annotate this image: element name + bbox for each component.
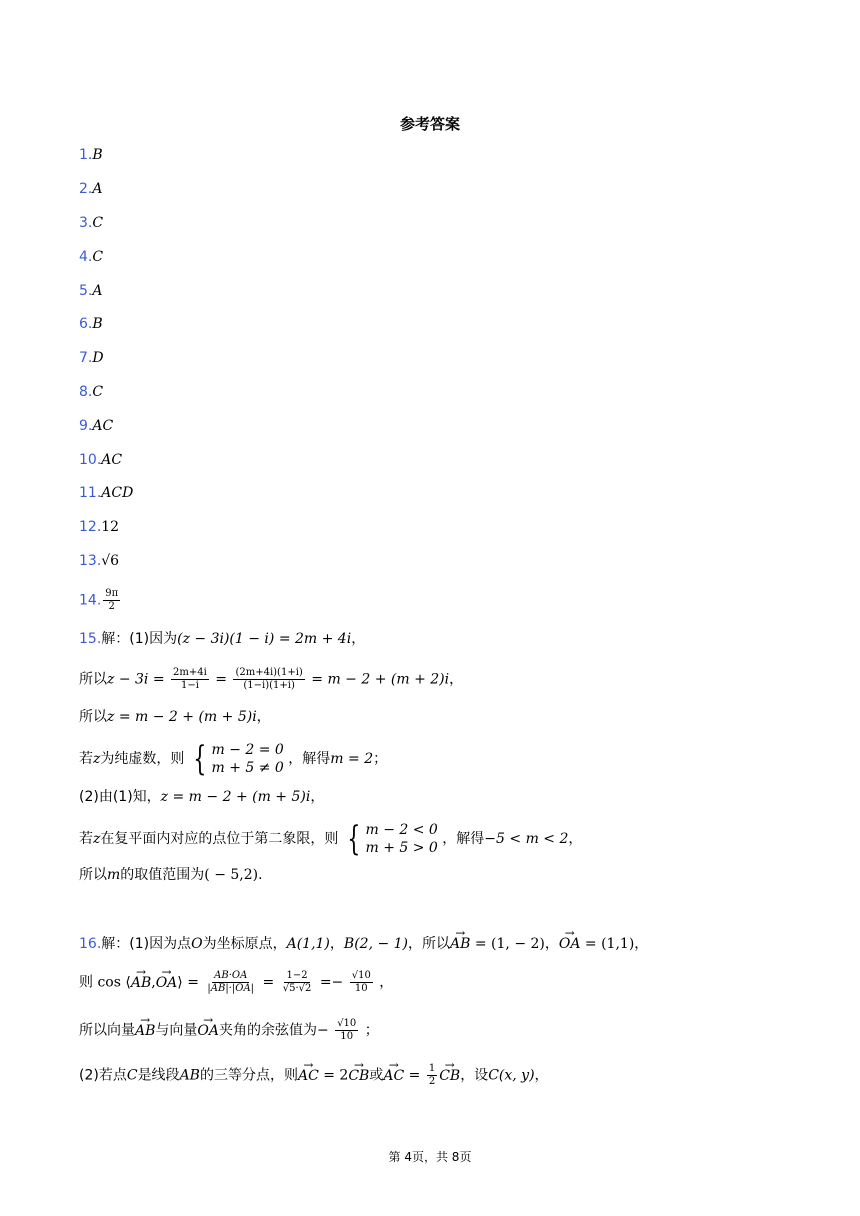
- answer-item: 10.AC: [79, 452, 123, 468]
- q15-line-1: 15.解：(1)因为(z − 3i)(1 − i) = 2m + 4i，: [79, 631, 366, 647]
- answer-item: 1.B: [79, 147, 103, 163]
- q15-line-3: 所以z = m − 2 + (m + 5)i，: [79, 709, 271, 725]
- q15-line-7: 所以m的取值范围为( − 5,2).: [79, 867, 263, 883]
- answer-item: 8.C: [79, 384, 104, 400]
- q16-line-2: 则 cos ⟨→ AB,→ OA⟩ = $\frac{AB\cdot OA}{|AB|\cdot|OA|}$ = $\frac{1-2}{√5\cdot√2}$ =− $\frac{√10}{10}$ ，: [79, 970, 393, 995]
- answer-item: 5.A: [79, 283, 103, 299]
- answer-item: 13.√6: [79, 553, 120, 569]
- answer-item: 4.C: [79, 249, 104, 265]
- answer-item: 9.AC: [79, 418, 114, 434]
- answer-item: 3.C: [79, 215, 104, 231]
- answer-item: 12.12: [79, 519, 120, 535]
- q15-line-6: 若z在复平面内对应的点位于第二象限，则 { m − 2 < 0 m + 5 > 0 ，解得−5 < m < 2，: [79, 819, 583, 859]
- q15-line-4: 若z为纯虚数，则 { m − 2 = 0 m + 5 ≠ 0 ，解得m = 2；: [79, 739, 388, 779]
- answer-item: 14. $\frac{9\pi}{2}$: [79, 588, 119, 612]
- answer-item: 7.D: [79, 350, 104, 366]
- page-title: 参考答案: [399, 115, 460, 133]
- page-footer: 第 4页，共 8页: [388, 1150, 472, 1164]
- q16-line-3: 所以向量→ AB与向量→ OA夹角的余弦值为− $\frac{√10}{10}$ ；: [79, 1018, 379, 1043]
- q15-line-5: (2)由(1)知，z = m − 2 + (m + 5)i，: [79, 789, 325, 805]
- q16-line-1: 16.解：(1)因为点O为坐标原点，A(1,1)，B(2, − 1)，所以→ AB = (1, − 2)，→ OA = (1,1)，: [79, 933, 648, 955]
- answer-item: 11.ACD: [79, 485, 134, 501]
- q15-line-2: 所以z − 3i = $\frac{2m+4i}{1-i}$ = $\frac{(2m+4i)(1+i)}{(1-i)(1+i)}$ = m − 2 + (m + 2)i，: [79, 667, 464, 691]
- q16-line-4: (2)若点C是线段AB的三等分点，则→ AC = 2→ CB或→ AC = $\frac{1}{2}$ → CB，设C(x, y)，: [79, 1063, 549, 1088]
- answer-item: 6.B: [79, 316, 103, 332]
- answer-item: 2.A: [79, 181, 103, 197]
